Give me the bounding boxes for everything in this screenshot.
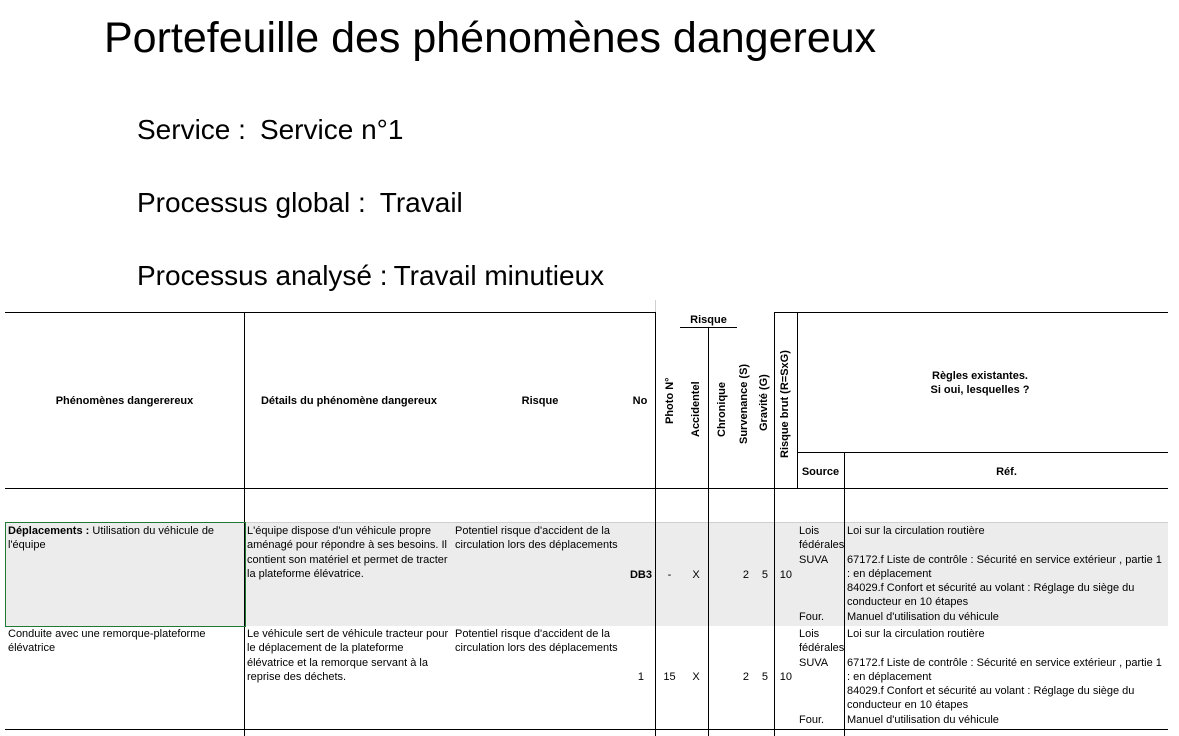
header-risque: Risque bbox=[521, 395, 559, 407]
row2-phenomene: Conduite avec une remorque-plateforme élévatrice bbox=[8, 628, 206, 655]
row1-source-1: Lois fédérales bbox=[799, 525, 845, 552]
row2-source-2: SUVA bbox=[799, 657, 829, 669]
row2-source-3: Four. bbox=[799, 714, 825, 726]
col-divider-photo bbox=[655, 312, 656, 736]
row2-ref-2: 67172.f Liste de contrôle : Sécurité en service extérieur , partie 1 : en déplacement bbox=[847, 657, 1162, 684]
row2-risque-brut: 10 bbox=[779, 671, 792, 683]
row2-source-1: Lois fédérales bbox=[799, 628, 845, 655]
regles-subheader-border bbox=[797, 452, 1168, 453]
header-accidentel: Accidentel bbox=[690, 381, 702, 437]
row1-details: L'équipe dispose d'un véhicule propre aménagé pour répondre à ses besoins. Il contient son matériel et permet de tracter la plateforme élévatrice. bbox=[247, 525, 448, 581]
row1-survenance: 2 bbox=[742, 569, 749, 581]
row1-ref-4: Manuel d'utilisation du véhicule bbox=[847, 611, 999, 623]
header-risque-brut: Risque brut (R=SxG) bbox=[779, 350, 791, 458]
col-divider-regles bbox=[797, 312, 798, 489]
header-ref: Réf. bbox=[996, 466, 1017, 478]
header-phenomenes: Phénomènes dangerereux bbox=[55, 395, 194, 407]
row1-ref-2: 67172.f Liste de contrôle : Sécurité en service extérieur , partie 1 : en déplacement bbox=[847, 554, 1162, 581]
row1-accidentel: X bbox=[692, 569, 700, 581]
header-source: Source bbox=[801, 466, 840, 478]
row1-no: DB3 bbox=[629, 569, 652, 581]
row1-risque-brut: 10 bbox=[779, 569, 792, 581]
row1-source-2: SUVA bbox=[799, 554, 829, 566]
header-regles-1: Règles existantes. bbox=[932, 370, 1028, 382]
header-gravite: Gravité (G) bbox=[758, 374, 770, 431]
row2-accidentel: X bbox=[692, 671, 700, 683]
table-bottom-border bbox=[5, 729, 1168, 730]
selected-cell[interactable] bbox=[5, 522, 246, 627]
service-label: Service : bbox=[137, 114, 246, 145]
row2-photo: 15 bbox=[663, 671, 676, 683]
row2-gravite: 5 bbox=[761, 671, 768, 683]
row2-risque: Potentiel risque d'accident de la circulation lors des déplacements bbox=[455, 628, 618, 655]
row1-phenomene-bold: Déplacements : bbox=[8, 525, 90, 537]
header-details: Détails du phénomène dangereux bbox=[260, 395, 438, 407]
row1-ref-3: 84029.f Confort et sécurité au volant : Réglage du siège du conducteur en 10 étapes bbox=[847, 582, 1135, 609]
col-divider-ref bbox=[844, 452, 845, 736]
row1-source-3: Four. bbox=[799, 611, 825, 623]
header-photo: Photo N° bbox=[664, 377, 676, 424]
row2-details: Le véhicule sert de véhicule tracteur pour le déplacement de la plateforme élévatrice et la remorque servant à la reprise des déchets. bbox=[247, 628, 449, 684]
row2-ref-1: Loi sur la circulation routière bbox=[847, 628, 985, 640]
service-value: Service n°1 bbox=[259, 114, 404, 145]
row1-phenomene-text: Utilisation du véhicule de l'équipe bbox=[8, 525, 215, 552]
header-bottom-border bbox=[5, 488, 1168, 489]
col-divider-chronique bbox=[708, 327, 709, 736]
row2-no: 1 bbox=[637, 671, 644, 683]
row2-ref-4: Manuel d'utilisation du véhicule bbox=[847, 714, 999, 726]
global-process-value: Travail bbox=[379, 187, 463, 218]
col-divider-photo-grey bbox=[655, 300, 656, 312]
table-top-border-right bbox=[775, 312, 1168, 313]
header-no: No bbox=[632, 395, 648, 407]
row2-ref-3: 84029.f Confort et sécurité au volant : Réglage du siège du conducteur en 10 étapes bbox=[847, 685, 1135, 712]
row1-risque: Potentiel risque d'accident de la circulation lors des déplacements bbox=[455, 525, 618, 552]
global-process-label: Processus global : bbox=[137, 187, 366, 218]
header-chronique: Chronique bbox=[716, 382, 728, 437]
row1-ref-1: Loi sur la circulation routière bbox=[847, 525, 985, 537]
analysed-process-value: Travail minutieux bbox=[393, 260, 605, 291]
row2-survenance: 2 bbox=[742, 671, 749, 683]
col-divider-risque-brut bbox=[774, 312, 775, 736]
header-regles-2: Si oui, lesquelles ? bbox=[930, 384, 1030, 396]
row1-gravite: 5 bbox=[761, 569, 768, 581]
row1-photo: - bbox=[667, 569, 672, 581]
header-survenance: Survenance (S) bbox=[738, 363, 750, 444]
header-risque-group: Risque bbox=[690, 314, 727, 326]
analysed-process-label: Processus analysé : bbox=[137, 260, 388, 291]
page-title: Portefeuille des phénomènes dangereux bbox=[104, 14, 877, 62]
table-top-border bbox=[5, 312, 655, 313]
